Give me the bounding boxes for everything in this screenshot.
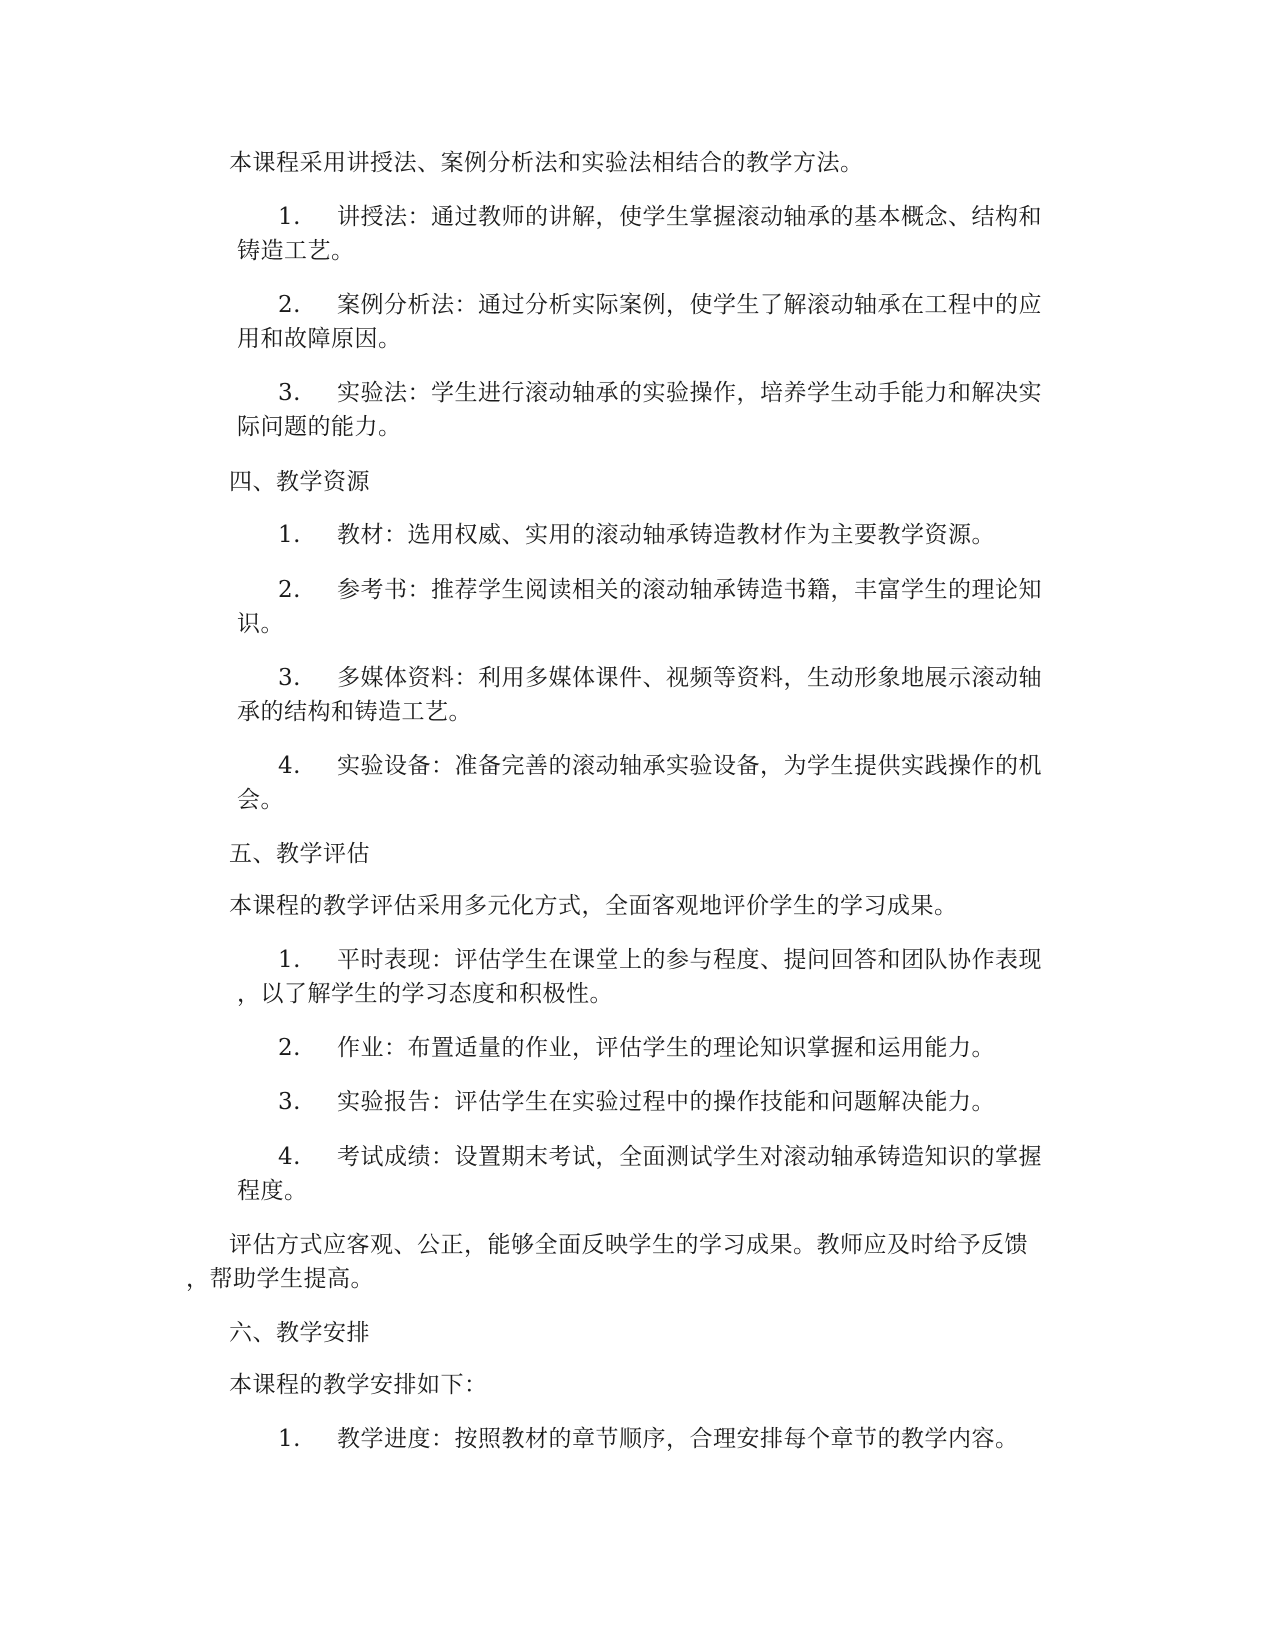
resource-4-number: 4. bbox=[278, 753, 301, 779]
resource-1-number: 1. bbox=[278, 522, 301, 548]
schedule-1-number: 1. bbox=[278, 1426, 301, 1452]
resource-1-text: 教材：选用权威、实用的滚动轴承铸造教材作为主要教学资源。 bbox=[337, 522, 995, 548]
section-6-intro: 本课程的教学安排如下： bbox=[229, 1372, 488, 1398]
method-1-text-continued: 铸造工艺。 bbox=[237, 238, 355, 264]
method-2-number: 2. bbox=[278, 292, 301, 318]
section-5-summary-continued: ，帮助学生提高。 bbox=[186, 1266, 374, 1292]
evaluation-4-text-continued: 程度。 bbox=[237, 1178, 308, 1204]
evaluation-1-text: 平时表现：评估学生在课堂上的参与程度、提问回答和团队协作表现 bbox=[337, 947, 1042, 973]
evaluation-4-text: 考试成绩：设置期末考试，全面测试学生对滚动轴承铸造知识的掌握 bbox=[337, 1144, 1042, 1170]
resource-2-text-continued: 识。 bbox=[237, 611, 284, 637]
resource-3-number: 3. bbox=[278, 665, 301, 691]
resource-4-text: 实验设备：准备完善的滚动轴承实验设备，为学生提供实践操作的机 bbox=[337, 753, 1042, 779]
evaluation-3-number: 3. bbox=[278, 1089, 301, 1115]
method-3-text: 实验法：学生进行滚动轴承的实验操作，培养学生动手能力和解决实 bbox=[337, 380, 1042, 406]
evaluation-2-number: 2. bbox=[278, 1035, 301, 1061]
resource-3-text: 多媒体资料：利用多媒体课件、视频等资料，生动形象地展示滚动轴 bbox=[337, 665, 1042, 691]
evaluation-3-text: 实验报告：评估学生在实验过程中的操作技能和问题解决能力。 bbox=[337, 1089, 995, 1115]
section-4-heading: 四、教学资源 bbox=[229, 469, 370, 495]
method-1-text: 讲授法：通过教师的讲解，使学生掌握滚动轴承的基本概念、结构和 bbox=[337, 204, 1042, 230]
section-6-heading: 六、教学安排 bbox=[229, 1320, 370, 1346]
method-2-text: 案例分析法：通过分析实际案例，使学生了解滚动轴承在工程中的应 bbox=[337, 292, 1042, 318]
method-3-number: 3. bbox=[278, 380, 301, 406]
evaluation-2-text: 作业：布置适量的作业，评估学生的理论知识掌握和运用能力。 bbox=[337, 1035, 995, 1061]
resource-2-text: 参考书：推荐学生阅读相关的滚动轴承铸造书籍，丰富学生的理论知 bbox=[337, 577, 1042, 603]
evaluation-1-number: 1. bbox=[278, 947, 301, 973]
section-5-summary: 评估方式应客观、公正，能够全面反映学生的学习成果。教师应及时给予反馈 bbox=[229, 1232, 1028, 1258]
section-5-intro: 本课程的教学评估采用多元化方式，全面客观地评价学生的学习成果。 bbox=[229, 893, 958, 919]
evaluation-4-number: 4. bbox=[278, 1144, 301, 1170]
section-5-heading: 五、教学评估 bbox=[229, 841, 370, 867]
resource-3-text-continued: 承的结构和铸造工艺。 bbox=[237, 699, 472, 725]
method-2-text-continued: 用和故障原因。 bbox=[237, 326, 402, 352]
intro-paragraph: 本课程采用讲授法、案例分析法和实验法相结合的教学方法。 bbox=[229, 150, 864, 176]
resource-4-text-continued: 会。 bbox=[237, 787, 284, 813]
method-1-number: 1. bbox=[278, 204, 301, 230]
schedule-1-text: 教学进度：按照教材的章节顺序，合理安排每个章节的教学内容。 bbox=[337, 1426, 1019, 1452]
resource-2-number: 2. bbox=[278, 577, 301, 603]
evaluation-1-text-continued: ，以了解学生的学习态度和积极性。 bbox=[237, 981, 613, 1007]
method-3-text-continued: 际问题的能力。 bbox=[237, 414, 402, 440]
